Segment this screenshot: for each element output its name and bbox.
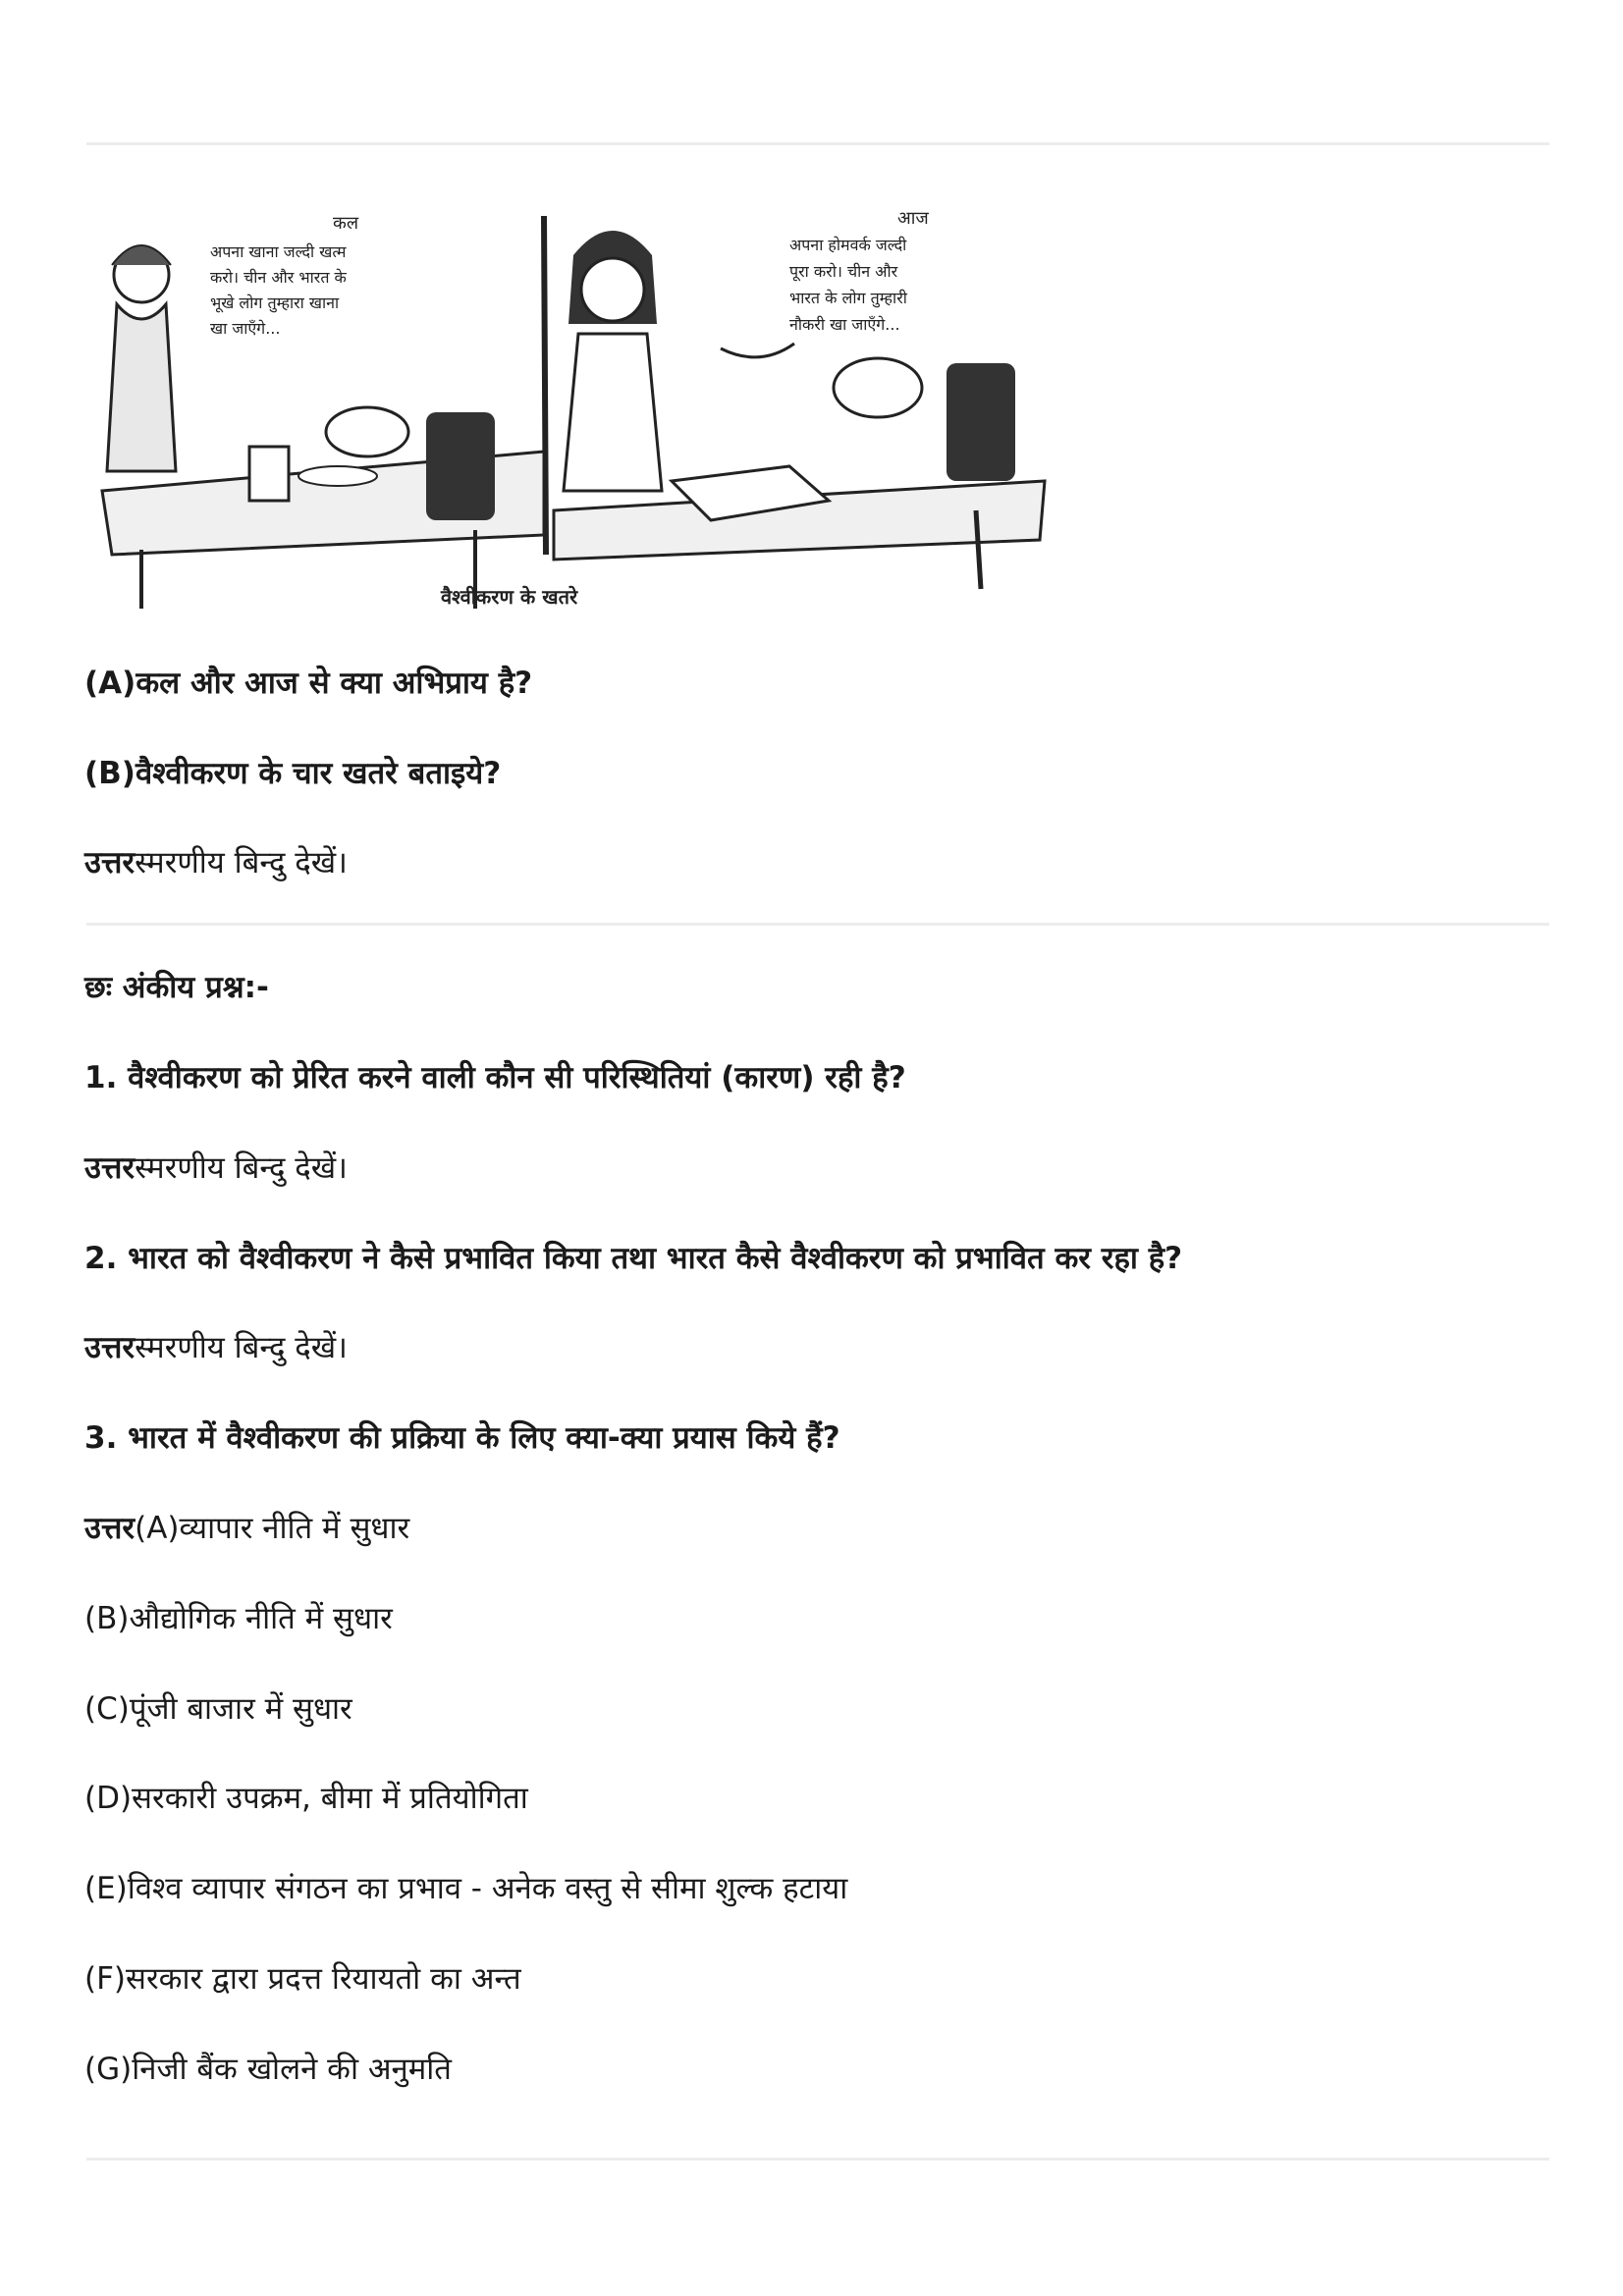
answer-text: स्मरणीय बिन्दु देखें। [135,1150,348,1186]
answer-line [84,842,348,883]
cartoon-caption: वैश्वीकरण के खतरे [441,585,578,609]
list-item: (E)विश्व व्यापार संगठन का प्रभाव - अनेक वस्तु से सीमा शुल्क हटाया [84,1871,848,1906]
cartoon-left-speech-line: भूखे लोग तुम्हारा खाना [210,294,340,312]
cartoon-left-speech-line: करो। चीन और भारत के [210,268,347,287]
cartoon-right-speech-line: पूरा करो। चीन और [789,262,898,281]
question-a: (A)कल और आज से क्या अभिप्राय है? [84,666,533,701]
section-divider [86,923,1549,926]
answer-line [84,1508,409,1549]
cartoon-right-speech-line: नौकरी खा जाएँगे... [789,315,900,334]
bottom-divider [86,2158,1549,2161]
cartoon-right-speech-line: भारत के लोग तुम्हारी [789,289,907,307]
answer-text: स्मरणीय बिन्दु देखें। [135,845,348,881]
cartoon-illustration [82,196,1055,628]
answer-label: उत्तर [84,1150,135,1186]
answer-label: उत्तर [84,1330,135,1365]
question-2: 2. भारत को वैश्वीकरण ने कैसे प्रभावित किया तथा भारत कैसे वैश्वीकरण को प्रभावित कर रहा है? [84,1241,1183,1276]
cartoon-left-speech-line: अपना खाना जल्दी खत्म [210,242,347,261]
question-b: (B)वैश्वीकरण के चार खतरे बताइये? [84,756,502,791]
cartoon-left-speech-line: खा जाएँगे... [210,319,281,338]
cartoon-right-speech-line: अपना होमवर्क जल्दी [789,236,907,254]
answer-line [84,1148,348,1189]
list-item: (F)सरकार द्वारा प्रदत्त रियायतो का अन्त [84,1961,521,1997]
answer-label: उत्तर [84,845,135,881]
top-divider [86,142,1549,145]
answer-line [84,1327,348,1368]
list-item: (C)पूंजी बाजार में सुधार [84,1691,352,1727]
list-item: (B)औद्योगिक नीति में सुधार [84,1601,393,1636]
question-3: 3. भारत में वैश्वीकरण की प्रक्रिया के लिए क्या-क्या प्रयास किये हैं? [84,1420,840,1456]
list-item: (A)व्यापार नीति में सुधार [135,1511,410,1546]
question-1: 1. वैश्वीकरण को प्रेरित करने वाली कौन सी परिस्थितियां (कारण) रही है? [84,1060,906,1095]
cartoon-left-heading: कल [333,213,359,234]
list-item: (G)निजी बैंक खोलने की अनुमति [84,2052,452,2087]
section-title: छः अंकीय प्रश्न:- [84,970,269,1005]
list-item: (D)सरकारी उपक्रम, बीमा में प्रतियोगिता [84,1781,528,1816]
answer-text: स्मरणीय बिन्दु देखें। [135,1330,348,1365]
cartoon-right-heading: आज [897,208,929,229]
answer-label: उत्तर [84,1511,135,1546]
